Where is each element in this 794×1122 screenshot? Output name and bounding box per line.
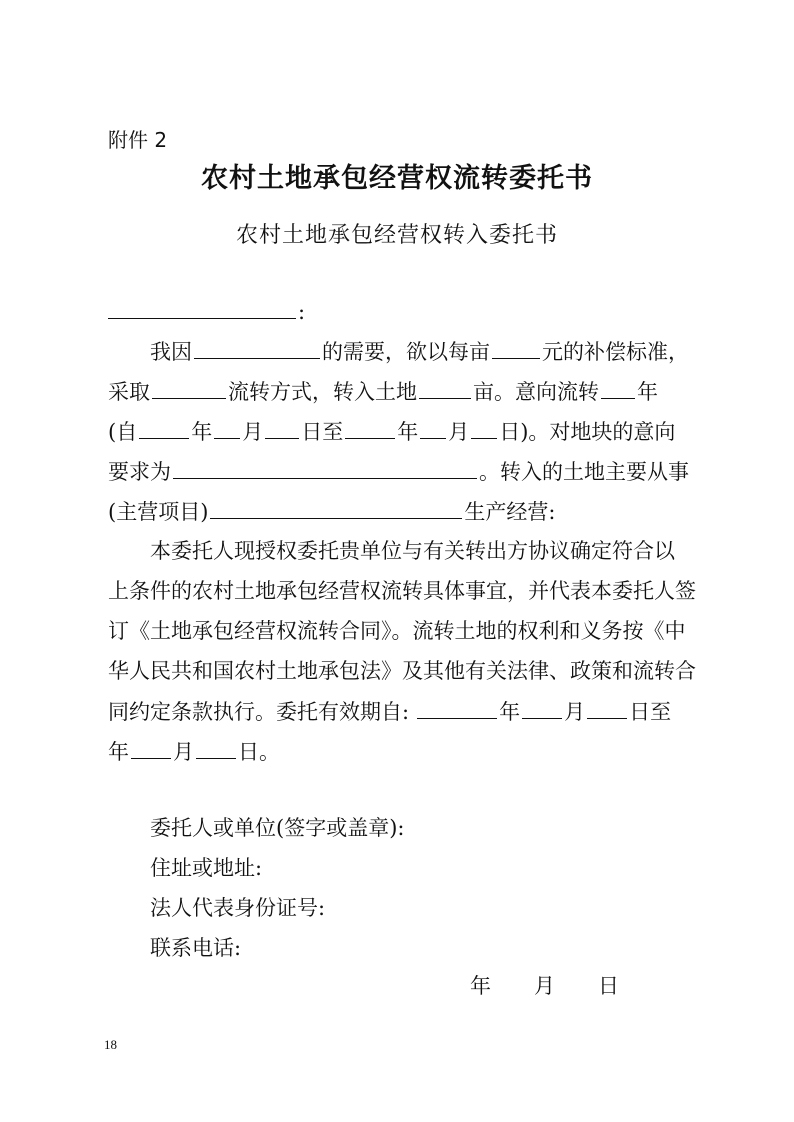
para1-line2: 采取 流转方式，转入土地 亩。意向流转 年 bbox=[108, 376, 658, 407]
address-label: 住址或地址: bbox=[150, 856, 263, 880]
document-subtitle: 农村土地承包经营权转入委托书 bbox=[235, 223, 558, 248]
start-month-blank bbox=[214, 416, 240, 439]
end-year-blank bbox=[345, 416, 395, 439]
start-year-blank bbox=[139, 416, 189, 439]
para2-line4: 华人民共和国农村土地承包法》及其他有关法律、政策和流转合 bbox=[108, 659, 696, 683]
end-month-blank bbox=[420, 416, 446, 439]
compensation-blank bbox=[492, 336, 540, 359]
document-title: 农村土地承包经营权流转委托书 bbox=[201, 163, 593, 194]
validity-start-day-blank bbox=[587, 696, 627, 719]
para1-line3: (自 年 月 日至 年 月 日)。对地块的意向 bbox=[108, 416, 675, 447]
validity-start-month-blank bbox=[522, 696, 562, 719]
attachment-label: 附件 2 bbox=[108, 128, 168, 152]
phone-label: 联系电话: bbox=[150, 936, 242, 960]
para2-line1: 本委托人现授权委托贵单位与有关转出方协议确定符合以 bbox=[150, 539, 675, 563]
page-number: 18 bbox=[104, 1037, 117, 1052]
para2-line2: 上条件的农村土地承包经营权流转具体事宜，并代表本委托人签 bbox=[108, 579, 696, 603]
years-blank bbox=[601, 376, 635, 399]
end-day-blank bbox=[471, 416, 497, 439]
purpose-blank bbox=[194, 336, 320, 359]
main-project-blank bbox=[210, 496, 462, 519]
validity-start-year-blank bbox=[417, 696, 497, 719]
addressee-line: : bbox=[108, 296, 305, 327]
principal-signature-label: 委托人或单位(签字或盖章): bbox=[150, 816, 405, 840]
para2-line5: 同约定条款执行。委托有效期自: 年 月 日至 bbox=[108, 696, 671, 727]
date-year-label: 年 bbox=[470, 974, 491, 998]
date-day-label: 日 bbox=[598, 974, 619, 998]
requirements-blank bbox=[173, 456, 477, 479]
validity-end-month-blank bbox=[131, 736, 171, 759]
id-number-label: 法人代表身份证号: bbox=[150, 896, 326, 920]
addressee-blank bbox=[108, 296, 296, 319]
date-month-label: 月 bbox=[534, 974, 555, 998]
para1-line4: 要求为 。转入的土地主要从事 bbox=[108, 456, 689, 487]
method-blank bbox=[152, 376, 226, 399]
para1-line5: (主营项目) 生产经营: bbox=[108, 496, 555, 527]
validity-end-day-blank bbox=[196, 736, 236, 759]
start-day-blank bbox=[265, 416, 299, 439]
area-blank bbox=[419, 376, 471, 399]
para2-line3: 订《土地承包经营权流转合同》。流转土地的权利和义务按《中 bbox=[108, 619, 686, 643]
para2-line6: 年 月 日。 bbox=[108, 736, 280, 767]
para1-line1: 我因 的需要，欲以每亩 元的补偿标准， bbox=[150, 336, 689, 367]
